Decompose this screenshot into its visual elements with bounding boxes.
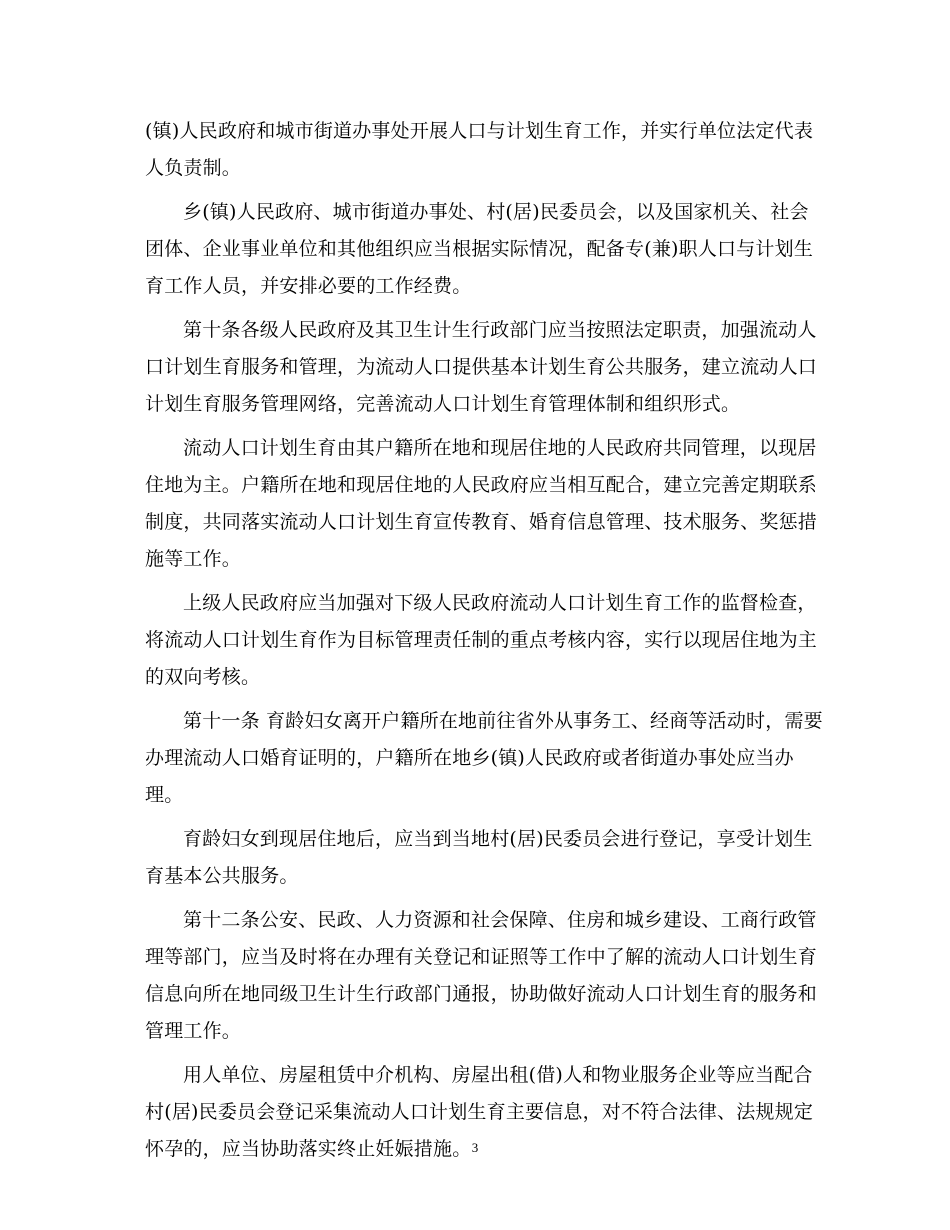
paragraph — [145, 430, 818, 578]
paragraph-line: 育基本公共服务。 — [145, 865, 299, 887]
paragraph — [145, 194, 814, 305]
paragraph-line: 第十二条公安、民政、人力资源和社会保障、住房和城乡建设、工商行政管 — [183, 909, 817, 931]
paragraph-line: 施等工作。 — [145, 548, 242, 570]
paragraph — [145, 585, 818, 696]
paragraph-line: 上级人民政府应当加强对下级人民政府流动人口计划生育工作的监督检查， — [183, 592, 817, 614]
document-body — [145, 113, 823, 1175]
paragraph — [145, 113, 814, 187]
paragraph-line: 第十一条 育龄妇女离开户籍所在地前往省外从事务工、经商等活动时，需要 — [183, 710, 823, 732]
paragraph — [145, 821, 813, 895]
paragraph-line: 的双向考核。 — [145, 666, 261, 688]
paragraph-line: 怀孕的，应当协助落实终止妊娠措施。 — [145, 1138, 472, 1160]
paragraph-line: 口计划生育服务和管理，为流动人口提供基本计划生育公共服务，建立流动人口 — [145, 356, 818, 378]
paragraph — [145, 703, 823, 814]
paragraph-line: 村(居)民委员会登记采集流动人口计划生育主要信息，对不符合法律、法规规定 — [145, 1101, 814, 1123]
paragraph-line: 育工作人员，并安排必要的工作经费。 — [145, 275, 472, 297]
paragraph-line: 流动人口计划生育由其户籍所在地和现居住地的人民政府共同管理，以现居 — [183, 437, 817, 459]
paragraph-line: 团体、企业事业单位和其他组织应当根据实际情况，配备专(兼)职人口与计划生 — [145, 238, 814, 260]
paragraph-line: 理。 — [145, 784, 184, 806]
paragraph-line: 信息向所在地同级卫生计生行政部门通报，协助做好流动人口计划生育的服务和 — [145, 983, 818, 1005]
paragraph — [145, 312, 818, 423]
paragraph-line: 将流动人口计划生育作为目标管理责任制的重点考核内容，实行以现居住地为主 — [145, 629, 818, 651]
paragraph-line: 住地为主。户籍所在地和现居住地的人民政府应当相互配合，建立完善定期联系 — [145, 474, 818, 496]
paragraph — [145, 902, 818, 1050]
paragraph-line: 制度，共同落实流动人口计划生育宣传教育、婚育信息管理、技术服务、奖惩措 — [145, 511, 818, 533]
paragraph-line: 办理流动人口婚育证明的，户籍所在地乡(镇)人民政府或者街道办事处应当办 — [145, 747, 794, 769]
paragraph-line: (镇)人民政府和城市街道办事处开展人口与计划生育工作，并实行单位法定代表 — [145, 120, 814, 142]
paragraph-line: 育龄妇女到现居住地后，应当到当地村(居)民委员会进行登记，享受计划生 — [183, 828, 813, 850]
paragraph-line: 计划生育服务管理网络，完善流动人口计划生育管理体制和组织形式。 — [145, 393, 741, 415]
paragraph-line: 乡(镇)人民政府、城市街道办事处、村(居)民委员会，以及国家机关、社会 — [183, 201, 809, 223]
paragraph-line: 用人单位、房屋租赁中介机构、房屋出租(借)人和物业服务企业等应当配合 — [183, 1064, 813, 1086]
paragraph-line: 第十条各级人民政府及其卫生计生行政部门应当按照法定职责，加强流动人 — [183, 319, 817, 341]
paragraph-line: 理等部门，应当及时将在办理有关登记和证照等工作中了解的流动人口计划生育 — [145, 946, 818, 968]
page-number: 3 — [471, 1140, 479, 1155]
paragraph-line: 人负责制。 — [145, 157, 242, 179]
paragraph-line: 管理工作。 — [145, 1020, 242, 1042]
